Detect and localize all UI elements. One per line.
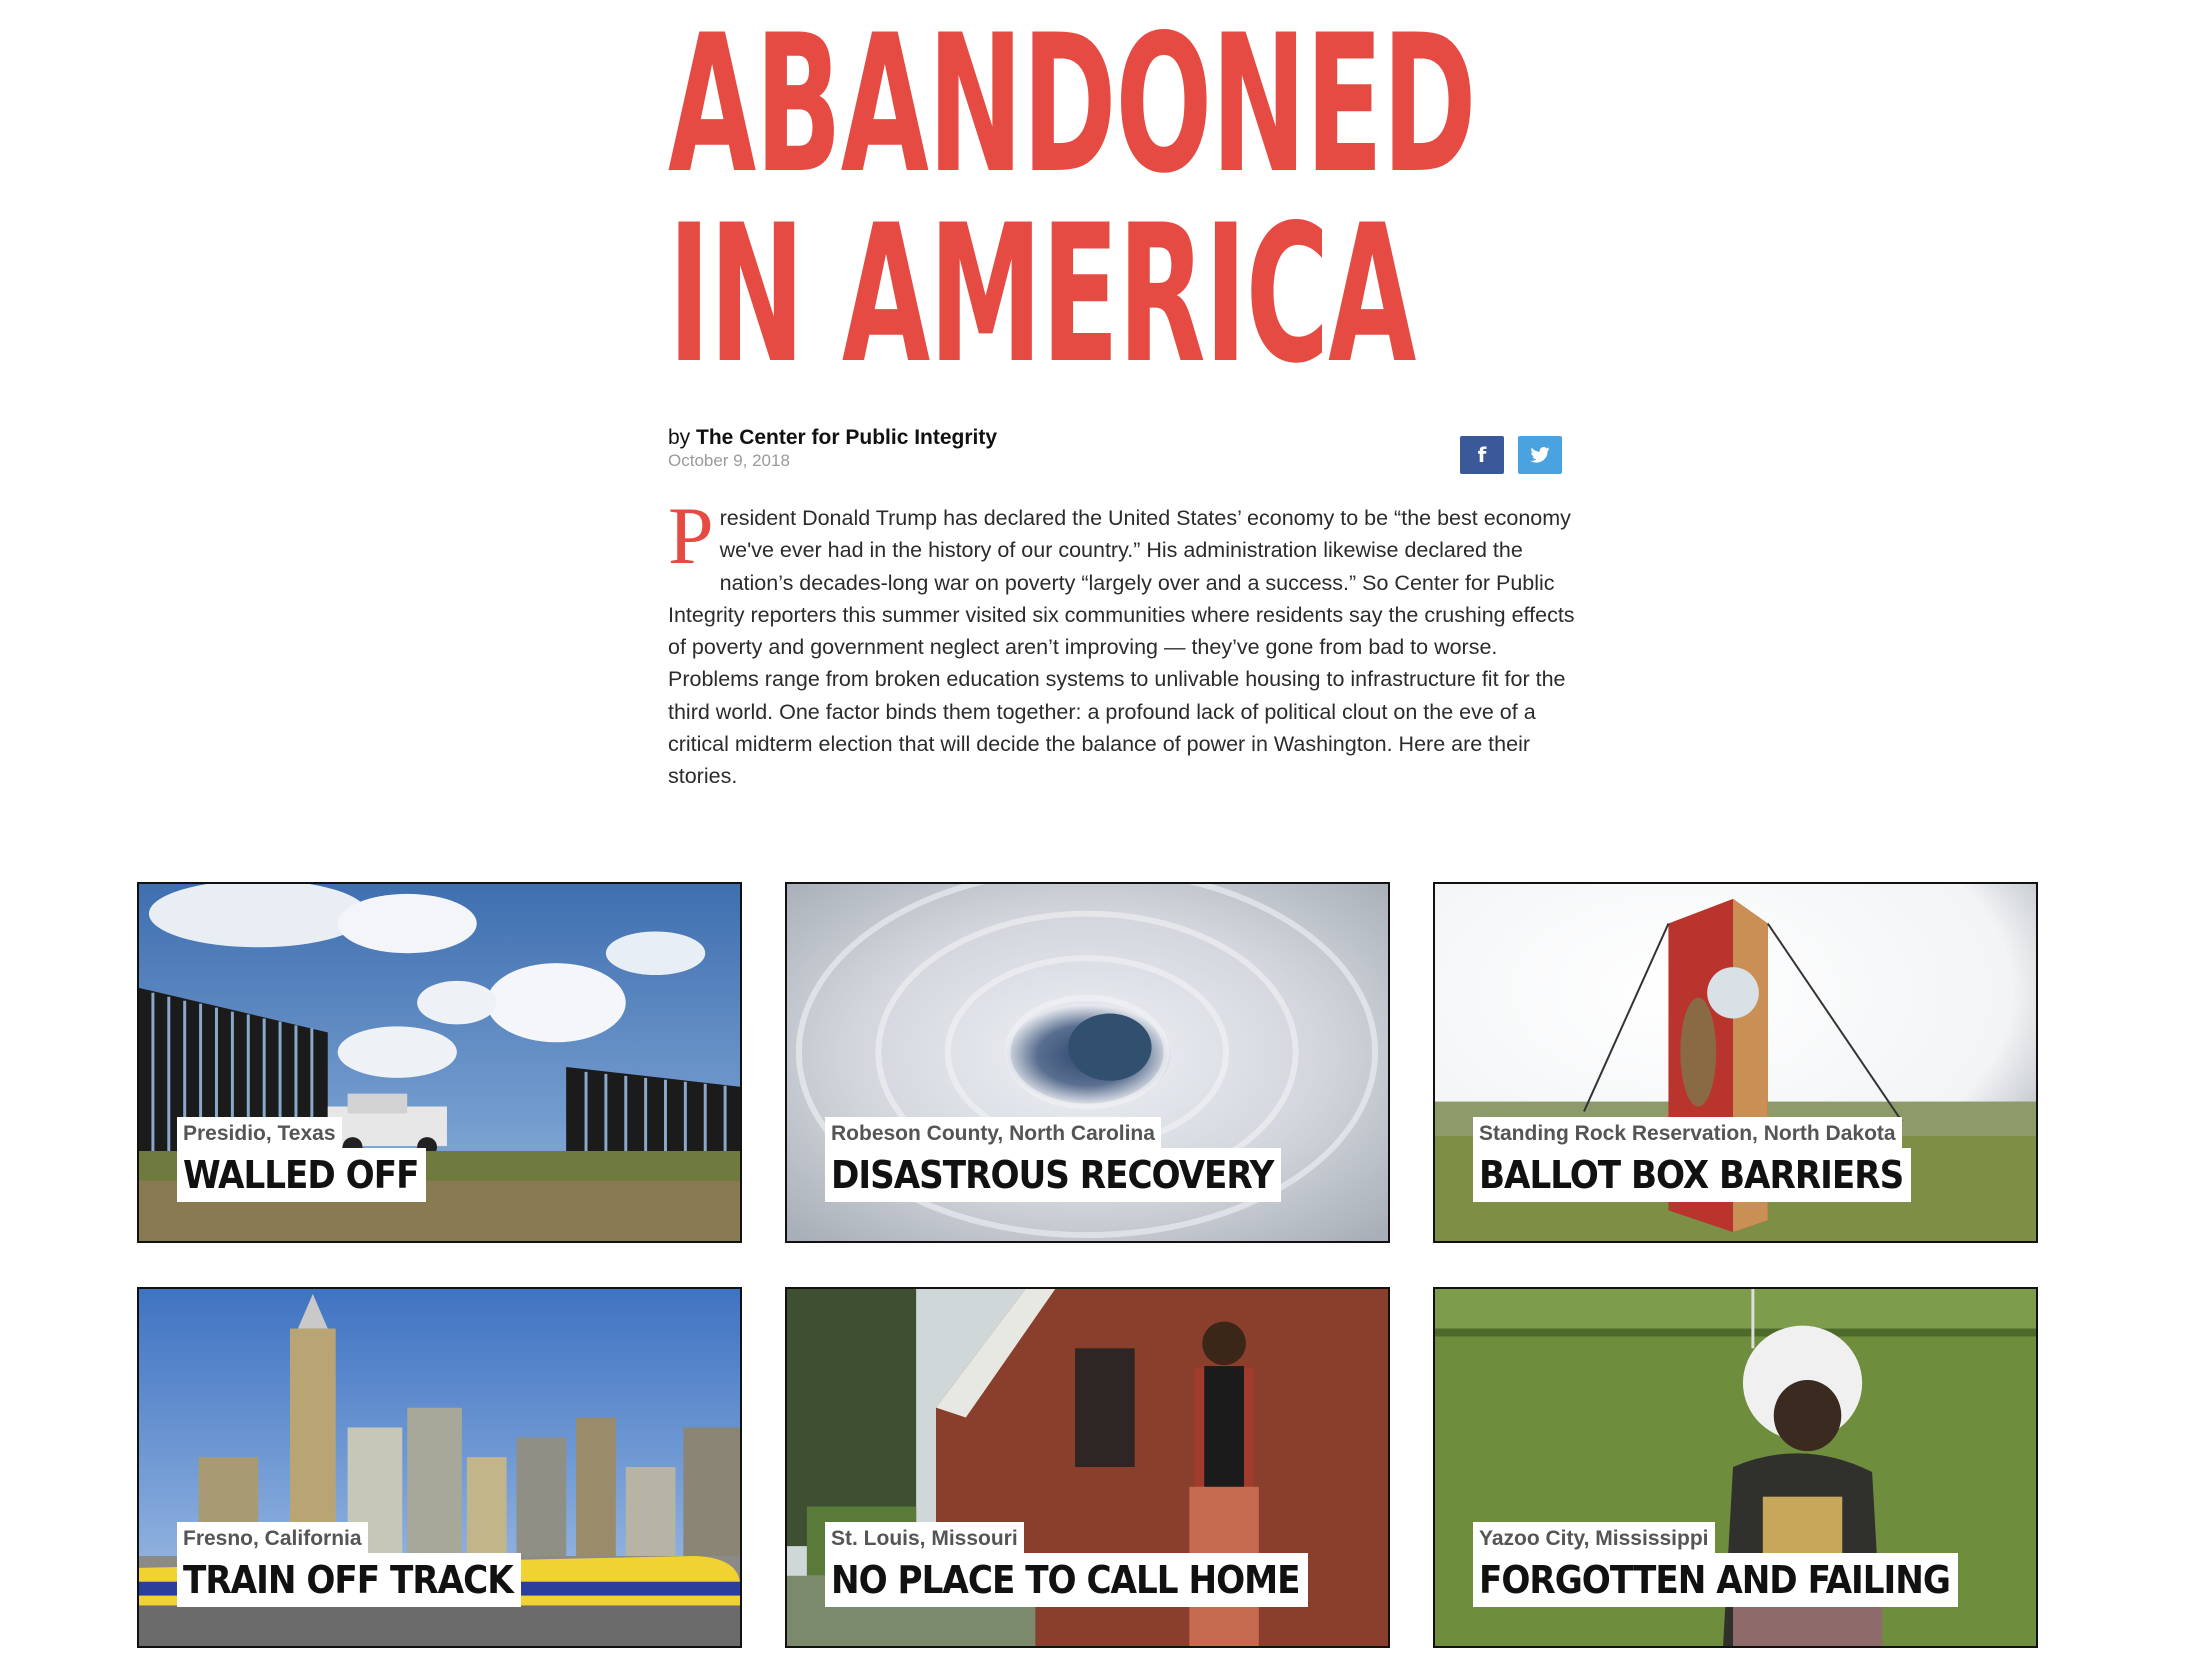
story-location: Standing Rock Reservation, North Dakota <box>1473 1117 1902 1148</box>
story-title[interactable]: FORGOTTEN AND FAILING <box>1473 1553 1958 1607</box>
publish-date: October 9, 2018 <box>668 451 790 470</box>
twitter-share-button[interactable] <box>1518 436 1562 474</box>
story-location: Robeson County, North Carolina <box>825 1117 1161 1148</box>
byline-prefix: by <box>668 426 691 449</box>
drop-cap: P <box>668 490 714 581</box>
story-card-disastrous-recovery[interactable] <box>785 882 1390 1243</box>
story-card-no-place-to-call-home[interactable] <box>785 1287 1390 1648</box>
story-title[interactable]: BALLOT BOX BARRIERS <box>1473 1148 1911 1202</box>
byline <box>668 425 997 451</box>
story-location: Fresno, California <box>177 1522 368 1553</box>
story-card-forgotten-and-failing[interactable] <box>1433 1287 2038 1648</box>
facebook-share-button[interactable] <box>1460 436 1504 474</box>
story-title[interactable]: NO PLACE TO CALL HOME <box>825 1553 1308 1607</box>
title-line-1: ABANDONED <box>668 0 1476 215</box>
story-title[interactable]: WALLED OFF <box>177 1148 426 1202</box>
twitter-icon <box>1530 447 1550 463</box>
intro-text: resident Donald Trump has declared the United States’ economy to be “the best economy we've ever had in the history of our country.” His administration likewise declared the nation’s decades-long war on poverty “largely over and a success.” So Center for Public Integrity reporters this summer visited six communities where residents say the crushing effects of poverty and government neglect aren’t improving — they’ve gone from bad to worse. Problems range from broken education systems to unlivable housing to infrastructure fit for the third world. One factor binds them together: a profound lack of political clout on the eve of a critical midterm election that will decide the balance of power in Washington. Here are their stories. <box>668 506 1575 789</box>
story-title[interactable]: DISASTROUS RECOVERY <box>825 1148 1281 1202</box>
story-card-train-off-track[interactable] <box>137 1287 742 1648</box>
story-card-walled-off[interactable] <box>137 882 742 1243</box>
intro-paragraph <box>668 490 1584 793</box>
story-location: Presidio, Texas <box>177 1117 342 1148</box>
story-location: St. Louis, Missouri <box>825 1522 1024 1553</box>
story-location: Yazoo City, Mississippi <box>1473 1522 1715 1553</box>
title-line-2: IN AMERICA <box>668 184 1416 405</box>
story-card-ballot-box-barriers[interactable] <box>1433 882 2038 1243</box>
facebook-icon: f <box>1477 443 1487 467</box>
author-link[interactable]: The Center for Public Integrity <box>696 426 998 449</box>
story-title[interactable]: TRAIN OFF TRACK <box>177 1553 521 1607</box>
page-title <box>668 0 1588 405</box>
